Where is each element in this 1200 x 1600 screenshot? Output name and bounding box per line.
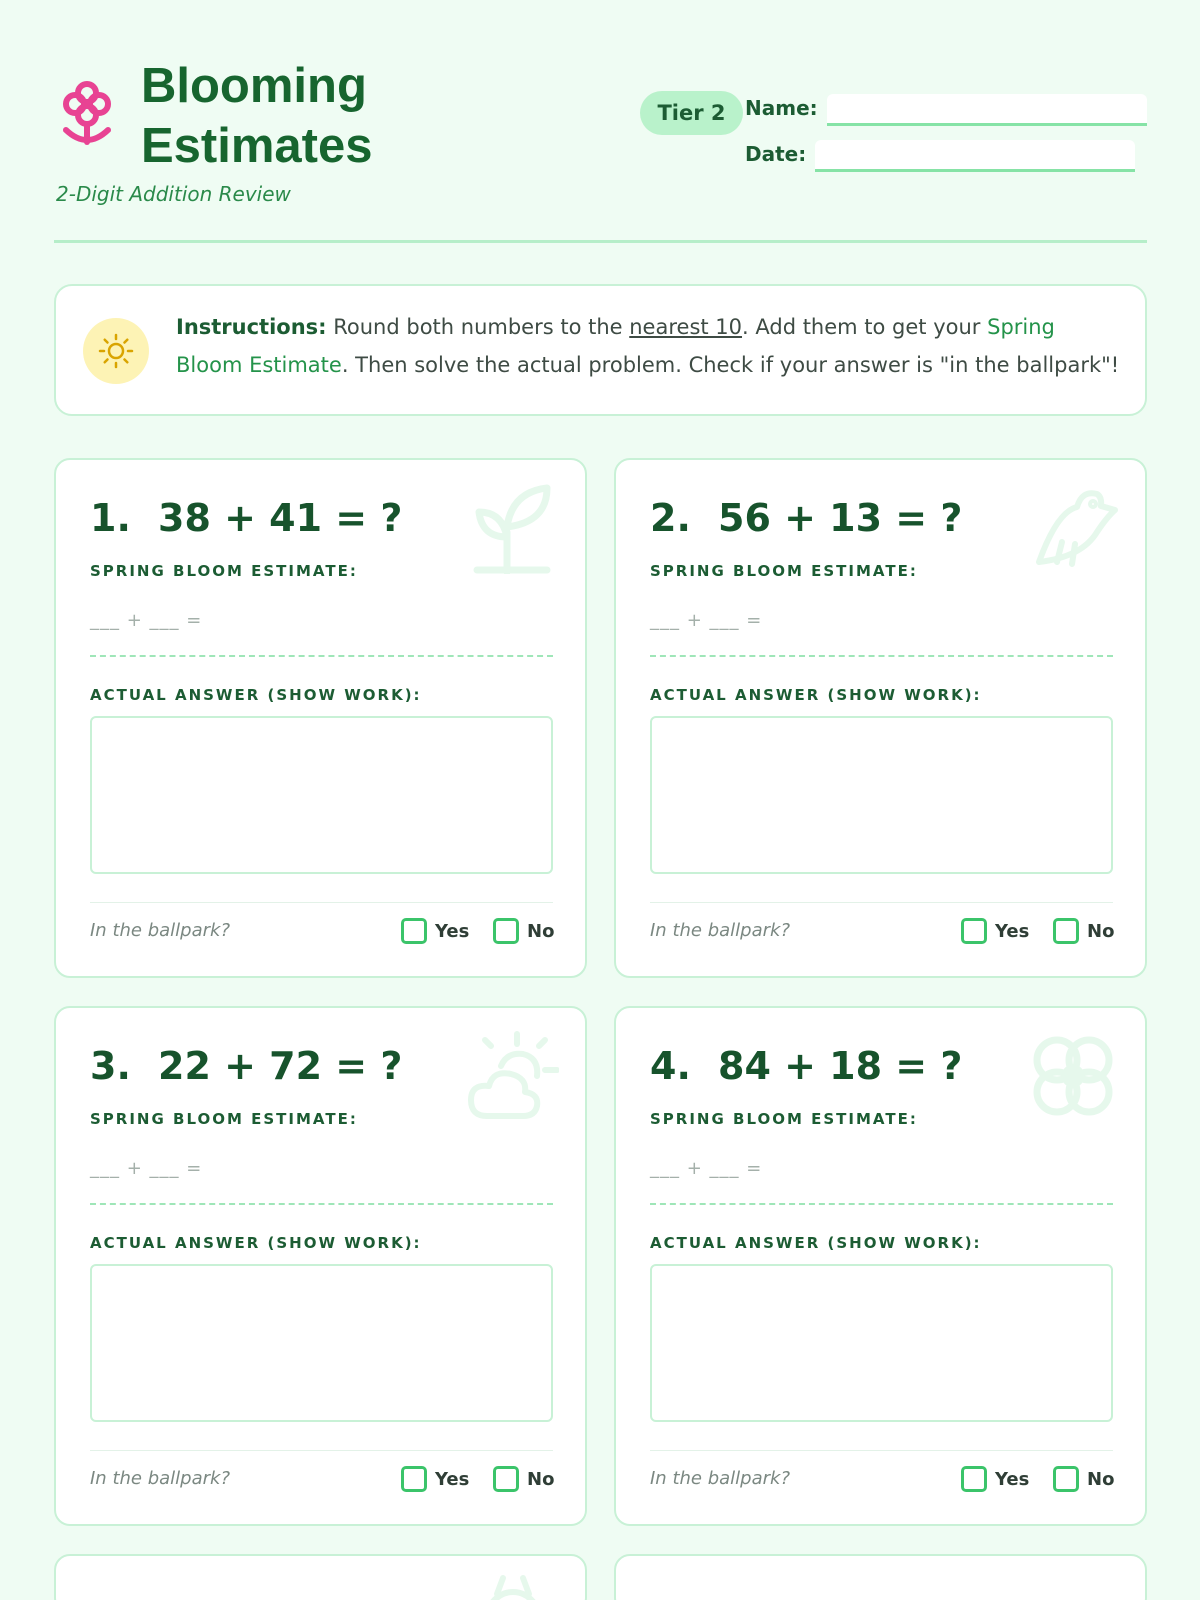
problem-card-5 xyxy=(54,1554,587,1600)
instructions-box xyxy=(54,284,1147,416)
instructions-highlight: Spring Bloom Estimate xyxy=(176,315,1055,377)
yes-label: Yes xyxy=(435,920,470,942)
yes-checkbox[interactable] xyxy=(401,918,427,944)
no-label: No xyxy=(527,920,555,942)
estimate-blank[interactable]: ___ + ___ = xyxy=(90,1158,203,1179)
problem-card-1 xyxy=(54,458,587,978)
yes-checkbox[interactable] xyxy=(961,1466,987,1492)
yes-option[interactable] xyxy=(401,918,469,944)
sprout-icon xyxy=(467,482,559,574)
flower-icon xyxy=(62,80,112,148)
estimate-label: SPRING BLOOM ESTIMATE: xyxy=(650,1110,918,1128)
problem-card-6 xyxy=(614,1554,1147,1600)
footer-divider xyxy=(90,1450,553,1451)
date-field[interactable] xyxy=(815,140,1135,172)
dashed-divider xyxy=(650,655,1113,657)
page-subtitle: 2-Digit Addition Review xyxy=(56,182,291,206)
estimate-blank[interactable]: ___ + ___ = xyxy=(650,1158,763,1179)
actual-answer-label: ACTUAL ANSWER (SHOW WORK): xyxy=(650,1234,982,1252)
problem-expression xyxy=(90,1044,402,1088)
tier-badge: Tier 2 xyxy=(640,91,743,135)
problem-expression xyxy=(650,1044,962,1088)
instructions-part-2: . Add them to get your xyxy=(742,315,988,339)
ballpark-question: In the ballpark? xyxy=(650,920,790,941)
no-option[interactable] xyxy=(493,918,554,944)
title-line-1: Blooming xyxy=(141,59,367,113)
sun-cloud-icon xyxy=(467,1030,559,1122)
footer-divider xyxy=(90,902,553,903)
problem-text: 56 + 13 = ? xyxy=(718,496,963,540)
estimate-label: SPRING BLOOM ESTIMATE: xyxy=(90,562,358,580)
ballpark-question: In the ballpark? xyxy=(90,920,230,941)
sun-icon xyxy=(83,318,149,384)
problem-number: 2. xyxy=(650,496,691,540)
yes-option[interactable] xyxy=(961,918,1029,944)
no-label: No xyxy=(1087,920,1115,942)
work-area[interactable] xyxy=(90,716,553,874)
problem-expression xyxy=(650,496,962,540)
instructions-part-3: . Then solve the actual problem. Check if your answer is "in the ballpark"! xyxy=(341,353,1120,377)
instructions-text xyxy=(176,308,1126,384)
name-label: Name: xyxy=(745,96,818,120)
no-option[interactable] xyxy=(493,1466,554,1492)
no-label: No xyxy=(1087,1468,1115,1490)
yes-checkbox[interactable] xyxy=(961,918,987,944)
estimate-label: SPRING BLOOM ESTIMATE: xyxy=(90,1110,358,1128)
bird-icon xyxy=(1027,482,1119,574)
instructions-part-1: Round both numbers to the xyxy=(326,315,630,339)
problem-expression xyxy=(90,496,402,540)
footer-divider xyxy=(650,902,1113,903)
problem-card-2 xyxy=(614,458,1147,978)
work-area[interactable] xyxy=(650,716,1113,874)
name-field[interactable] xyxy=(827,94,1147,126)
work-area[interactable] xyxy=(90,1264,553,1422)
date-label: Date: xyxy=(745,142,807,166)
work-area[interactable] xyxy=(650,1264,1113,1422)
problem-text: 22 + 72 = ? xyxy=(158,1044,403,1088)
no-label: No xyxy=(527,1468,555,1490)
ballpark-question: In the ballpark? xyxy=(650,1468,790,1489)
title-line-2: Estimates xyxy=(141,119,373,173)
no-option[interactable] xyxy=(1053,918,1114,944)
problem-card-4 xyxy=(614,1006,1147,1526)
yes-checkbox[interactable] xyxy=(401,1466,427,1492)
dashed-divider xyxy=(650,1203,1113,1205)
estimate-blank[interactable]: ___ + ___ = xyxy=(650,610,763,631)
footer-divider xyxy=(650,1450,1113,1451)
page-title xyxy=(141,56,373,176)
problem-number: 3. xyxy=(90,1044,131,1088)
ballpark-question: In the ballpark? xyxy=(90,1468,230,1489)
estimate-label: SPRING BLOOM ESTIMATE: xyxy=(650,562,918,580)
no-checkbox[interactable] xyxy=(493,918,519,944)
yes-option[interactable] xyxy=(401,1466,469,1492)
dashed-divider xyxy=(90,655,553,657)
bee-icon xyxy=(467,1574,559,1600)
yes-label: Yes xyxy=(435,1468,470,1490)
yes-option[interactable] xyxy=(961,1466,1029,1492)
problem-card-3 xyxy=(54,1006,587,1526)
flower-icon xyxy=(1027,1030,1119,1122)
no-checkbox[interactable] xyxy=(1053,1466,1079,1492)
problem-number: 1. xyxy=(90,496,131,540)
no-checkbox[interactable] xyxy=(1053,918,1079,944)
no-option[interactable] xyxy=(1053,1466,1114,1492)
actual-answer-label: ACTUAL ANSWER (SHOW WORK): xyxy=(90,1234,422,1252)
no-checkbox[interactable] xyxy=(493,1466,519,1492)
instructions-underlined: nearest 10 xyxy=(629,315,743,339)
estimate-blank[interactable]: ___ + ___ = xyxy=(90,610,203,631)
actual-answer-label: ACTUAL ANSWER (SHOW WORK): xyxy=(90,686,422,704)
header-divider xyxy=(54,240,1147,243)
problem-text: 84 + 18 = ? xyxy=(718,1044,963,1088)
dashed-divider xyxy=(90,1203,553,1205)
yes-label: Yes xyxy=(995,1468,1030,1490)
problem-number: 4. xyxy=(650,1044,691,1088)
problem-text: 38 + 41 = ? xyxy=(158,496,403,540)
yes-label: Yes xyxy=(995,920,1030,942)
instructions-lead: Instructions: xyxy=(176,315,327,339)
actual-answer-label: ACTUAL ANSWER (SHOW WORK): xyxy=(650,686,982,704)
